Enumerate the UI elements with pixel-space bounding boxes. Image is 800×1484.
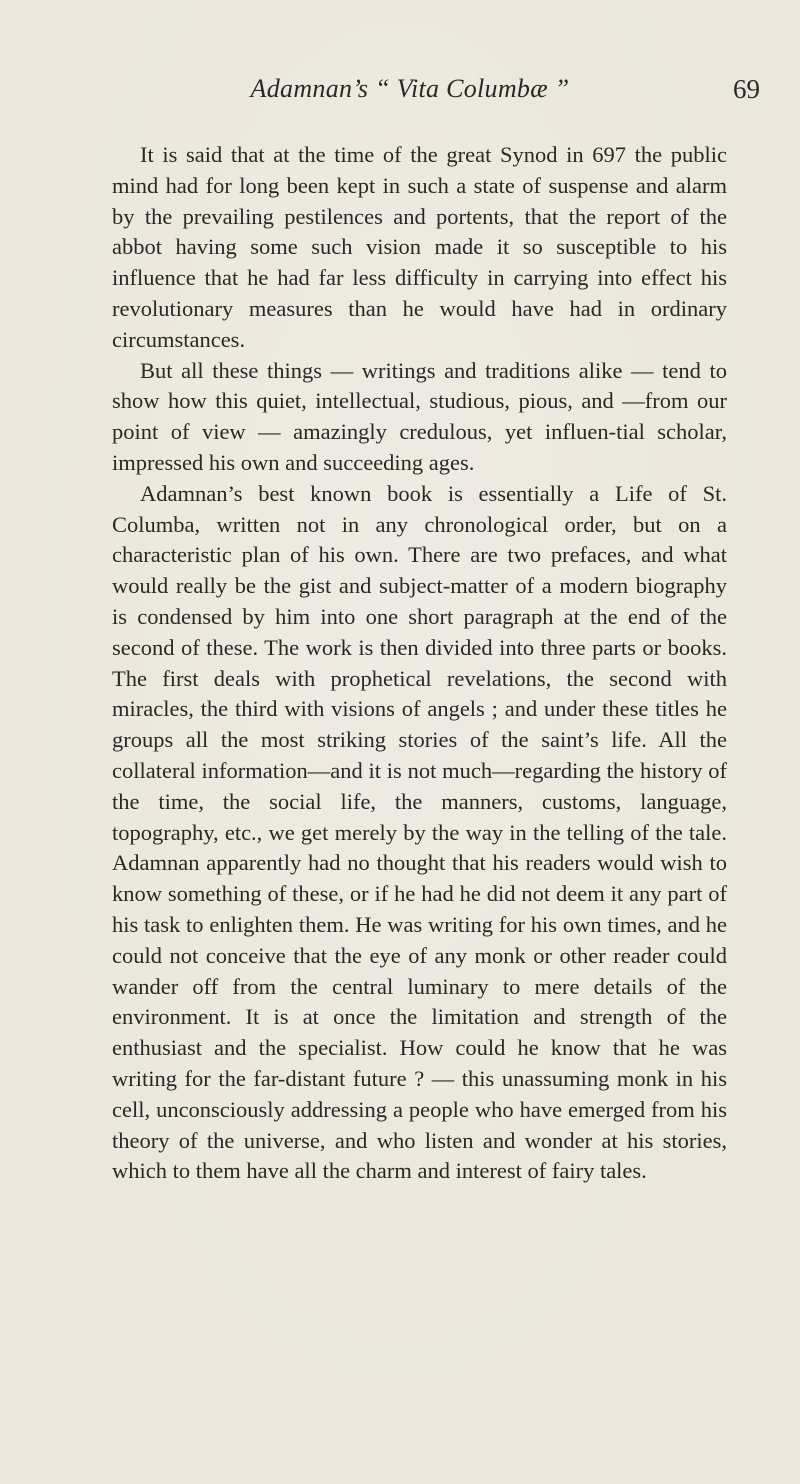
paragraph: Adamnan’s best known book is essentially a Life of St. Columba, written not in any chronological order, but on a characteristic plan of his own. There are two prefaces, and what would really be the gist and subject-matter of a modern biography is condensed by him into one short paragraph at the end of the second of these. The work is then divided into three parts or books. The first deals with prophetical revelations, the second with miracles, the third with visions of angels ; and under these titles he groups all the most striking stories of the saint’s life. All the collateral information—and it is not much—regarding the history of the time, the social life, the manners, customs, language, topography, etc., we get merely by the way in the telling of the tale. Adamnan apparently had no thought that his readers would wish to know something of these, or if he had he did not deem it any part of his task to enlighten them. He was writing for his own times, and he could not conceive that the eye of any monk or other reader could wander off from the central luminary to mere details of the environment. It is at once the limitation and strength of the enthusiast and the specialist. How could he know that he was writing for the far-distant future ? — this unassuming monk in his cell, unconsciously addressing a people who have emerged from his theory of the universe, and who listen and wonder at his stories, which to them have all the charm and interest of fairy tales.	[112, 480, 727, 1184]
paragraph: It is said that at the time of the great Synod in 697 the public mind had for long been kept in such a state of suspense and alarm by the prevailing pestilences and portents, that the report of the abbot having some such vision made it so susceptible to his influence that he had far less difficulty in carrying into effect his revolutionary measures than he would have had in ordinary circumstances.	[112, 142, 727, 352]
body-text	[112, 140, 727, 1187]
running-head	[60, 64, 760, 110]
paragraph: But all these things — writings and traditions alike — tend to show how this quiet, intellectual, studious, pious, and —from our point of view — amazingly credulous, yet influen-tial scholar, impressed his own and succeeding ages.	[112, 357, 727, 475]
running-title: Adamnan’s “ Vita Columbæ ”	[250, 74, 570, 103]
page-number: 69	[733, 74, 760, 104]
